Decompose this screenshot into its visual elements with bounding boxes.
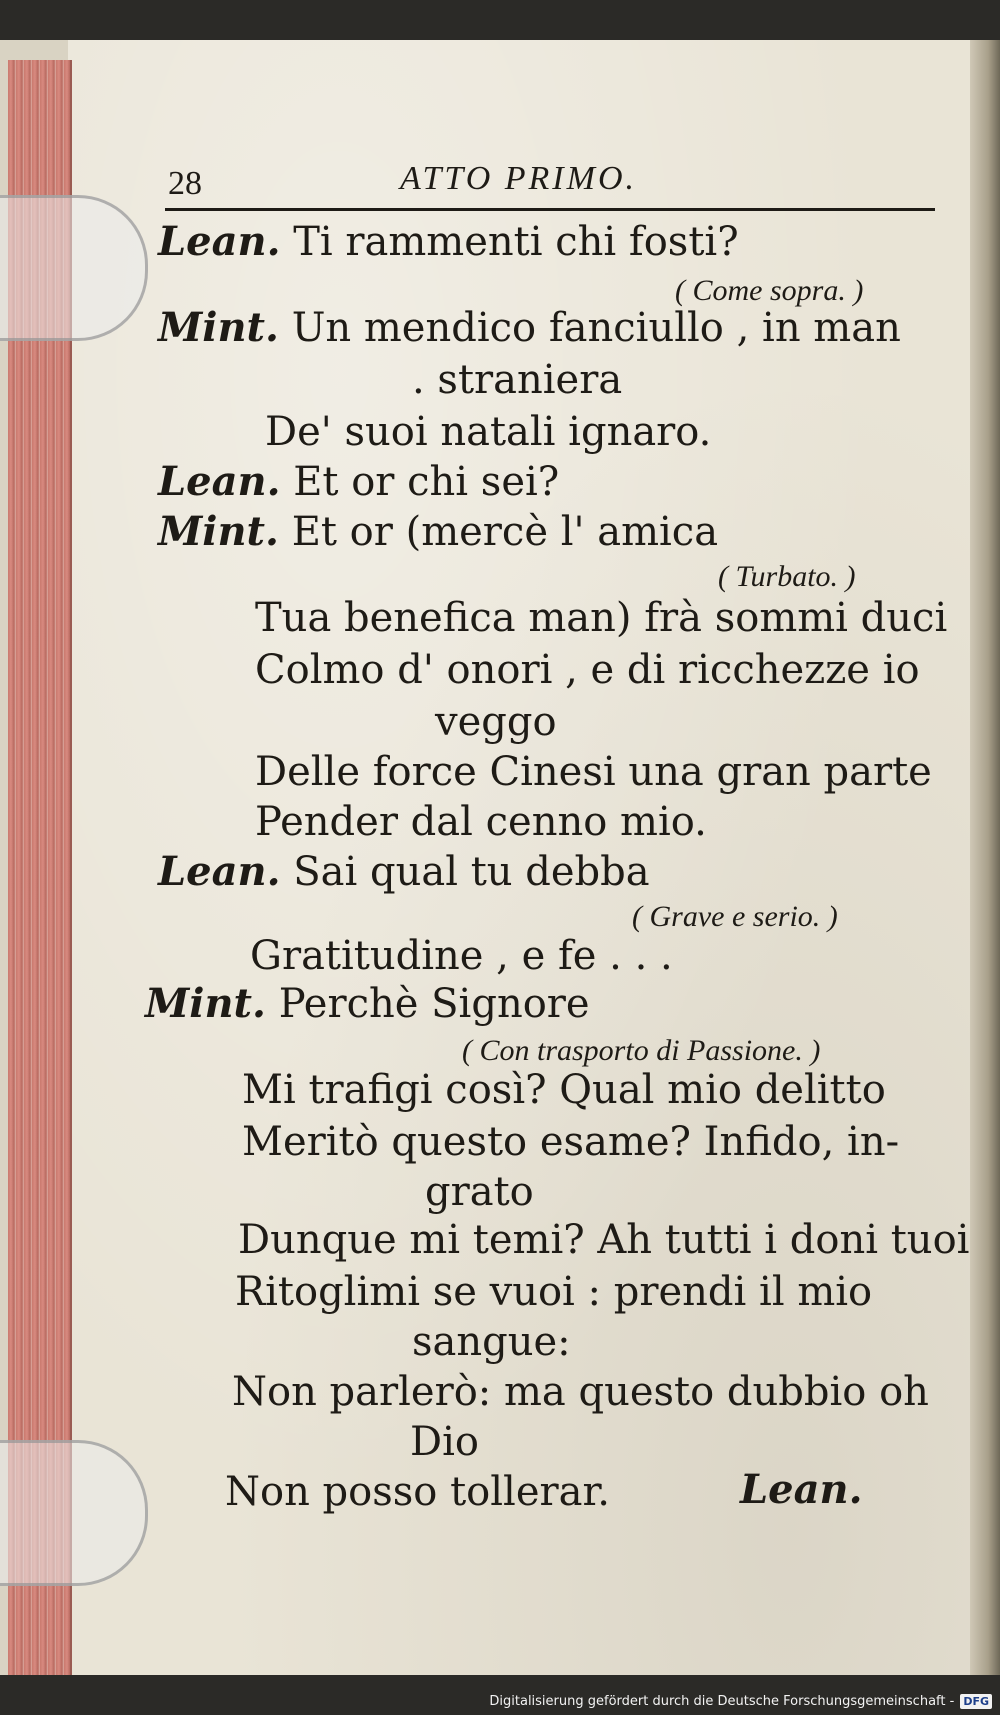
verse-text: Gratitudine , e fe . . . bbox=[250, 933, 673, 979]
stage-direction: ( Come sopra. ) bbox=[675, 274, 864, 307]
verse-text: Perchè Signore bbox=[278, 981, 590, 1027]
text-line bbox=[158, 458, 560, 505]
speaker-label: Lean. bbox=[158, 458, 281, 505]
text-line bbox=[242, 1119, 900, 1165]
digitization-credit bbox=[489, 1694, 992, 1709]
verse-text: Delle force Cinesi una gran parte bbox=[255, 749, 932, 795]
text-line bbox=[145, 980, 590, 1027]
page-holder-clip bbox=[0, 1440, 148, 1586]
text-line bbox=[425, 1169, 534, 1215]
text-line bbox=[255, 647, 920, 693]
credit-text: Digitalisierung gefördert durch die Deutsche Forschungsgemeinschaft - bbox=[489, 1694, 955, 1709]
stage-direction: ( Grave e serio. ) bbox=[632, 900, 838, 933]
verse-text: Ti rammenti chi fosti? bbox=[293, 219, 739, 265]
verse-text: Pender dal cenno mio. bbox=[255, 799, 707, 845]
speaker-label: Lean. bbox=[158, 848, 281, 895]
stage-direction: ( Turbato. ) bbox=[718, 560, 856, 593]
page-holder-clip bbox=[0, 195, 148, 341]
verse-text: Et or chi sei? bbox=[293, 459, 560, 505]
stage-direction: ( Con trasporto di Passione. ) bbox=[462, 1034, 821, 1067]
text-line bbox=[265, 409, 712, 455]
text-line bbox=[242, 1067, 886, 1113]
text-line bbox=[225, 1469, 610, 1515]
verse-text: Un mendico fanciullo , in man bbox=[291, 305, 901, 351]
speaker-label: Mint. bbox=[158, 304, 279, 351]
verse-text: Sai qual tu debba bbox=[293, 849, 650, 895]
text-line bbox=[238, 1217, 970, 1263]
verse-text: Colmo d' onori , e di ricchezze io bbox=[255, 647, 920, 693]
dfg-logo: DFG bbox=[960, 1694, 992, 1709]
verse-text: Non parlerò: ma questo dubbio oh bbox=[232, 1369, 929, 1415]
verse-text: Tua benefica man) frà sommi duci bbox=[255, 595, 948, 641]
text-line bbox=[435, 699, 557, 745]
verse-text: veggo bbox=[435, 699, 557, 745]
verse-text: Meritò questo esame? Infido, in- bbox=[242, 1119, 900, 1165]
text-line bbox=[158, 848, 650, 895]
text-line bbox=[232, 1369, 929, 1415]
verse-text: . straniera bbox=[412, 357, 623, 403]
text-line bbox=[412, 1319, 571, 1365]
speaker-label: Lean. bbox=[158, 218, 281, 265]
verse-text: Mi trafigi così? Qual mio delitto bbox=[242, 1067, 886, 1113]
text-line bbox=[158, 304, 901, 351]
text-line bbox=[412, 357, 623, 403]
verse-text: grato bbox=[425, 1169, 534, 1215]
page-number: 28 bbox=[168, 165, 202, 202]
speaker-label: Mint. bbox=[158, 508, 279, 555]
verse-text: Non posso tollerar. bbox=[225, 1469, 610, 1515]
text-line bbox=[158, 218, 739, 265]
verse-text: Ritoglimi se vuoi : prendi il mio bbox=[235, 1269, 873, 1315]
text-line bbox=[410, 1419, 479, 1465]
text-line bbox=[255, 749, 932, 795]
text-line bbox=[255, 799, 707, 845]
text-line bbox=[158, 508, 719, 555]
catchword: Lean. bbox=[740, 1466, 863, 1513]
verse-text: Dunque mi temi? Ah tutti i doni tuoi bbox=[238, 1217, 970, 1263]
text-line bbox=[250, 933, 673, 979]
header-rule bbox=[165, 208, 935, 211]
verse-text: Et or (mercè l' amica bbox=[291, 509, 719, 555]
speaker-label: Mint. bbox=[145, 980, 266, 1027]
text-line bbox=[255, 595, 948, 641]
verse-text: Dio bbox=[410, 1419, 479, 1465]
verse-text: De' suoi natali ignaro. bbox=[265, 409, 712, 455]
verse-text: sangue: bbox=[412, 1319, 571, 1365]
running-title: ATTO PRIMO. bbox=[400, 160, 637, 197]
text-line bbox=[235, 1269, 873, 1315]
